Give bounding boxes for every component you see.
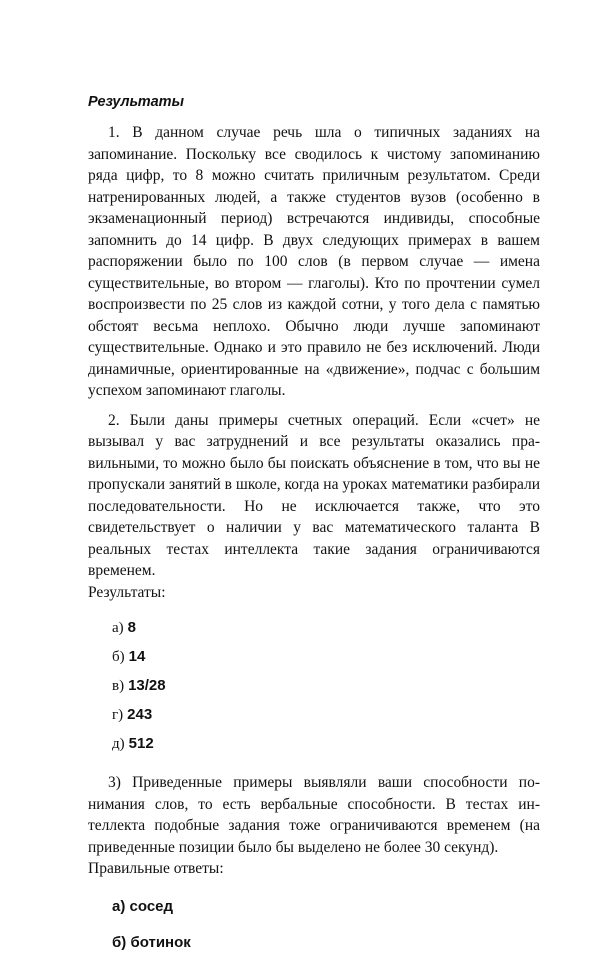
results-list: [88, 617, 540, 762]
list-item: [112, 733, 540, 762]
paragraph-memory: 1. В данном случае речь шла о типичных заданиях на запоминание. Поскольку все сводилось к чистому запоминанию ряда цифр, то 8 можно считать приличным результатом. Среди натренированных людей, а также студентов вузов (особенно в экзаменационный период) встречаются индивиды, способные запомнить до 14 цифр. В двух следующих примерах в вашем распоряжении было по 100 слов (в первом случае — имена существительные, во втором — глаголы). Кто по прочтении сумел воспроизвести по 25 слов из каждой сотни, у того дела с памятью обстоят весьма неплохо. Обычно люди лучше запоминают существительные. Однако и это правило не без исключений. Люди динамичные, ориентированные на «движение», подчас с большим успехом запоминают глаголы.: [88, 124, 540, 399]
list-item: [112, 675, 540, 704]
list-item: [112, 932, 540, 968]
list-item-value: 13/28: [128, 677, 166, 694]
paragraph-verbal: 3) Приведенные примеры выявляли ваши способности понимания слов, то есть вербальные способности. В тестах интеллекта подобные задания тоже ограничиваются временем (на приведенные позиции было бы выделено не более 30 секунд).: [88, 774, 540, 856]
list-item-key: а): [112, 620, 124, 636]
list-item-key: д): [112, 736, 125, 752]
answers-label: Правильные ответы:: [88, 860, 224, 877]
list-item: [112, 704, 540, 733]
page-content: [88, 92, 540, 968]
list-item: [112, 646, 540, 675]
list-item-key: б): [112, 933, 127, 951]
answers-list: [88, 896, 540, 968]
list-item: [112, 896, 540, 932]
list-item-value: 243: [127, 706, 153, 723]
list-item: [112, 617, 540, 646]
list-item-value: ботинок: [130, 933, 191, 951]
list-item-value: 14: [128, 648, 146, 665]
paragraph-counting: 2. Были даны примеры счетных операций. Если «счет» не вызывал у вас затруднений и все результаты оказались правильными, то можно было бы поискать объяснение в том, что вы не пропускали занятий в школе, когда на уроках математики разбирали последовательности. Но не исключается также, что это свидетельствует о наличии у вас математического таланта В реальных тестах интеллекта такие задания ограничиваются временем.: [88, 411, 540, 579]
list-item-value: 512: [128, 735, 154, 752]
list-item-key: а): [112, 897, 126, 915]
section-heading: Результаты: [88, 94, 184, 110]
list-item-value: сосед: [129, 897, 174, 915]
list-item-key: в): [112, 678, 125, 694]
list-item-key: б): [112, 649, 125, 665]
list-item-key: г): [112, 707, 124, 723]
list-item-value: 8: [127, 619, 136, 636]
results-label: Результаты:: [88, 583, 166, 601]
